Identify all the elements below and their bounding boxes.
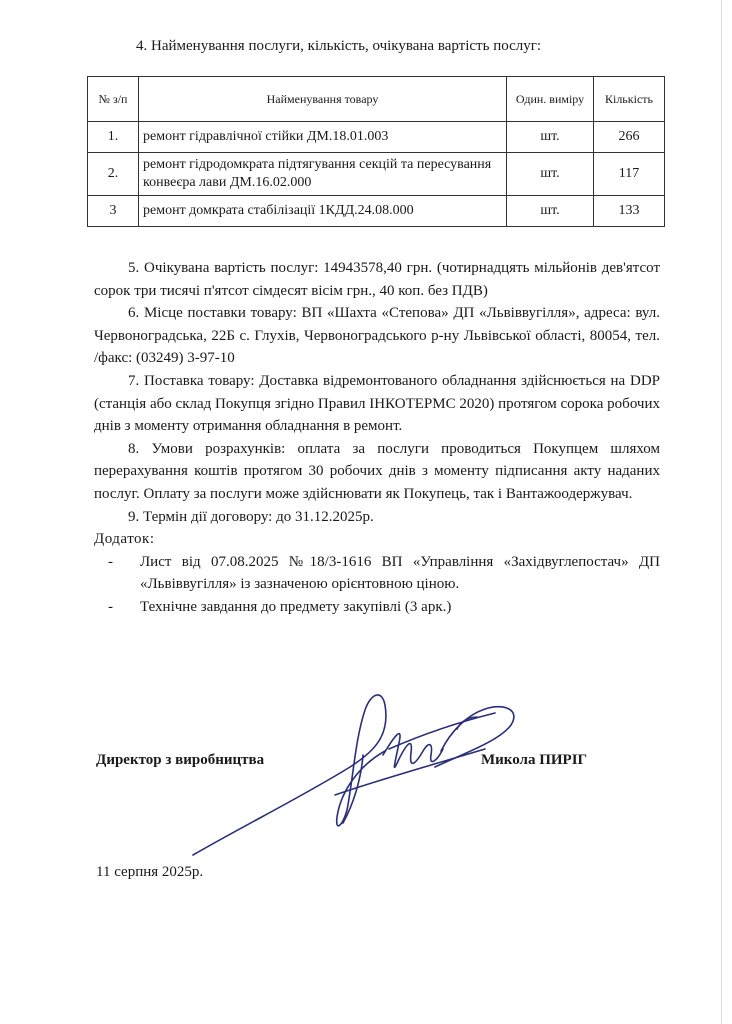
table-header-row: [88, 77, 665, 122]
table-row: [88, 196, 665, 227]
document-date: 11 серпня 2025р.: [96, 864, 204, 880]
row-num: 3: [88, 196, 139, 227]
row-unit: шт.: [507, 153, 594, 196]
row-name: ремонт домкрата стабілізації 1КДД.24.08.000: [139, 196, 507, 227]
row-unit: шт.: [507, 196, 594, 227]
handwritten-signature: [185, 685, 525, 860]
signatory-name: Микола ПИРІГ: [481, 752, 588, 768]
row-qty: 266: [594, 122, 665, 153]
section-4-heading: 4. Найменування послуги, кількість, очікувана вартість послуг:: [136, 38, 542, 54]
attachments-label: Додаток:: [94, 531, 155, 548]
attachment-dash: -: [108, 553, 113, 570]
row-name: ремонт гідравлічної стійки ДМ.18.01.003: [139, 122, 507, 153]
header-num: № з/п: [88, 77, 139, 122]
scan-edge-line: [721, 0, 722, 1024]
attachment-text: Лист від 07.08.2025 №18/3-1616 ВП «Управління «Західвуглепостач» ДП «Львіввугілля» із зазначеною орієнтовною ціною.: [140, 553, 660, 593]
attachment-dash: -: [108, 598, 113, 615]
table-row: [88, 122, 665, 153]
attachment-item: [94, 551, 660, 596]
attachment-item: [94, 596, 660, 619]
section-5-cost: 5. Очікувана вартість послуг: 14943578,40 грн. (чотирнадцять мільйонів дев'ятсот сорок три тисячі п'ятсот сімдесят вісім грн., 40 коп. без ПДВ): [94, 260, 660, 299]
row-qty: 117: [594, 153, 665, 196]
row-unit: шт.: [507, 122, 594, 153]
section-8-payment-terms: 8. Умови розрахунків: оплата за послуги проводиться Покупцем шляхом перерахування коштів протягом 30 робочих днів з моменту підписання акту наданих послуг. Оплату за послуги може здійснювати як Покупець, так і Вантажоодержувач.: [94, 440, 660, 502]
attachment-text: Технічне завдання до предмету закупівлі (3 арк.): [140, 598, 452, 615]
header-unit: Один. виміру: [507, 77, 594, 122]
section-7-delivery-terms: 7. Поставка товару: Доставка відремонтованого обладнання здійснюється на DDP (станція або склад Покупця згідно Правил ІНКОТЕРМС 2020) протягом сорока робочих днів з моменту отримання обладнання в ремонт.: [94, 372, 660, 435]
row-num: 2.: [88, 153, 139, 196]
row-num: 1.: [88, 122, 139, 153]
document-body: [94, 257, 660, 619]
signatory-role: Директор з виробництва: [96, 752, 265, 768]
row-name: ремонт гідродомкрата підтягування секцій та пересування конвеєра лави ДМ.16.02.000: [139, 153, 507, 196]
header-name: Найменування товару: [139, 77, 507, 122]
goods-table: [87, 76, 665, 227]
row-qty: 133: [594, 196, 665, 227]
section-6-delivery-place: 6. Місце поставки товару: ВП «Шахта «Степова» ДП «Львіввугілля», адреса: вул. Червоноградська, 22Б с. Глухів, Червоноградського р-ну Львівської області, 80054, тел. /факс: (03249) 3-97-10: [94, 305, 660, 367]
table-row: [88, 153, 665, 196]
section-9-contract-term: 9. Термін дії договору: до 31.12.2025р.: [128, 508, 374, 525]
header-qty: Кількість: [594, 77, 665, 122]
